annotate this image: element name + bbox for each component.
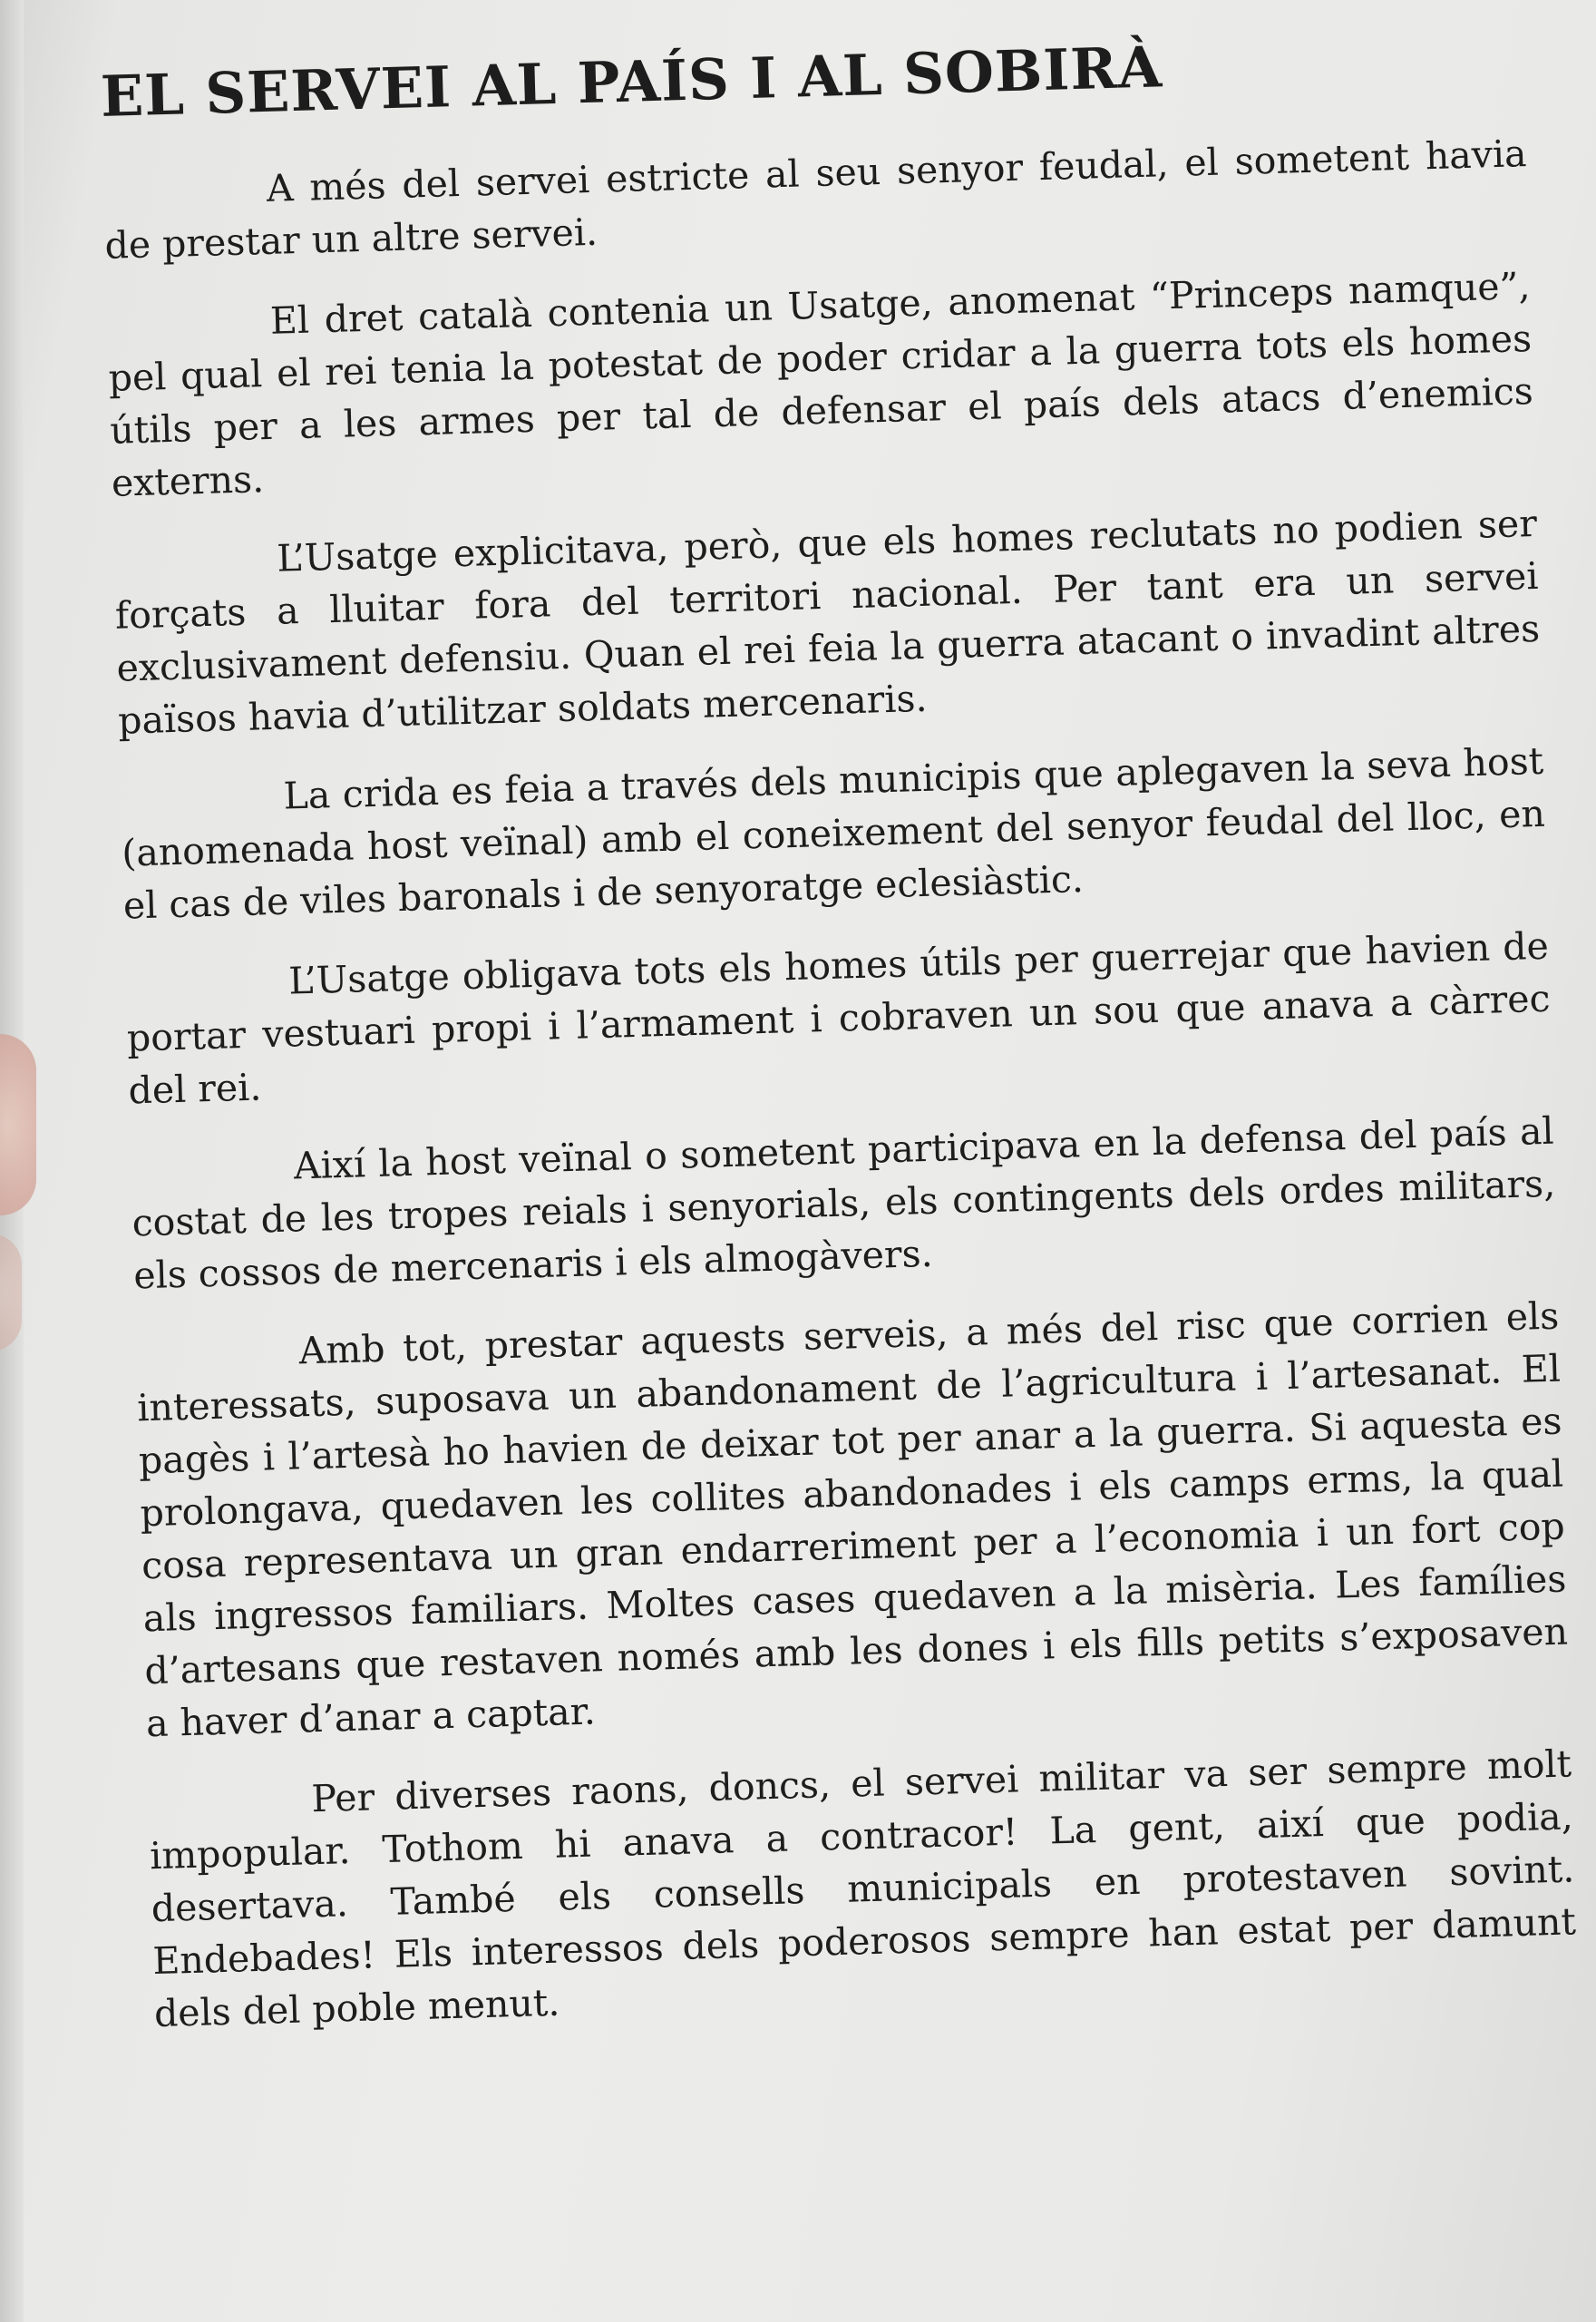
- paragraph: Per diverses raons, doncs, el servei militar va ser sempre molt impopular. Tothom hi anava a contracor! La gent, així que podia, desertava. També els consells municipals en protestaven sovint. Endebades! Els interessos dels poderosos sempre han estat per damunt dels del poble menut.: [149, 1742, 1577, 2036]
- paragraph: La crida es feia a través dels municipis que aplegaven la seva host (anomenada host veïnal) amb el coneixement del senyor feudal del lloc, en el cas de viles baronals i de senyoratge eclesiàstic.: [121, 739, 1546, 929]
- chapter-title: EL SERVEI AL PAÍS I AL SOBIRÀ: [100, 34, 1163, 130]
- page-content: [100, 24, 1588, 2068]
- paragraph: L’Usatge explicitava, però, que els homes reclutats no podien ser forçats a lluitar fora del territori nacional. Per tant era un servei exclusivament defensiu. Quan el rei feia la guerra atacant o invadint altres països havia d’utilitzar soldats mercenaris.: [114, 502, 1541, 744]
- thumb: [0, 1034, 36, 1215]
- paragraph: Amb tot, prestar aquests serveis, a més del risc que corrien els interessats, suposava un abandonament de l’agricultura i l’artesanat. El pagès i l’artesà ho havien de deixar tot per anar a la guerra. Si aquesta es prolongava, quedaven les collites abandonades i els camps erms, la qual cosa representava un gran endarreriment per a l’economia i un fort cop als ingressos familiars. Moltes cases quedaven a la misèria. Les famílies d’artesans que restaven només amb les dones i els fills petits s’exposaven a haver d’anar a captar.: [136, 1294, 1569, 1746]
- paragraph: L’Usatge obligava tots els homes útils per guerrejar que havien de portar vestuari propi i l’armament i cobraven un sou que anava a càrrec del rei.: [126, 924, 1552, 1113]
- paragraph: Així la host veïnal o sometent participava en la defensa del país al costat de les tropes reials i senyorials, els contingents dels ordes militars, els cossos de mercenaris i els almogàvers.: [131, 1109, 1556, 1298]
- paragraph: A més del servei estricte al seu senyor feudal, el sometent havia de prestar un altre servei.: [103, 132, 1528, 268]
- paragraph: El dret català contenia un Usatge, anomenat “Princeps namque”, pel qual el rei tenia la potestat de poder cridar a la guerra tots els homes útils per a les armes per tal de defensar el país dels atacs d’enemics externs.: [108, 264, 1534, 506]
